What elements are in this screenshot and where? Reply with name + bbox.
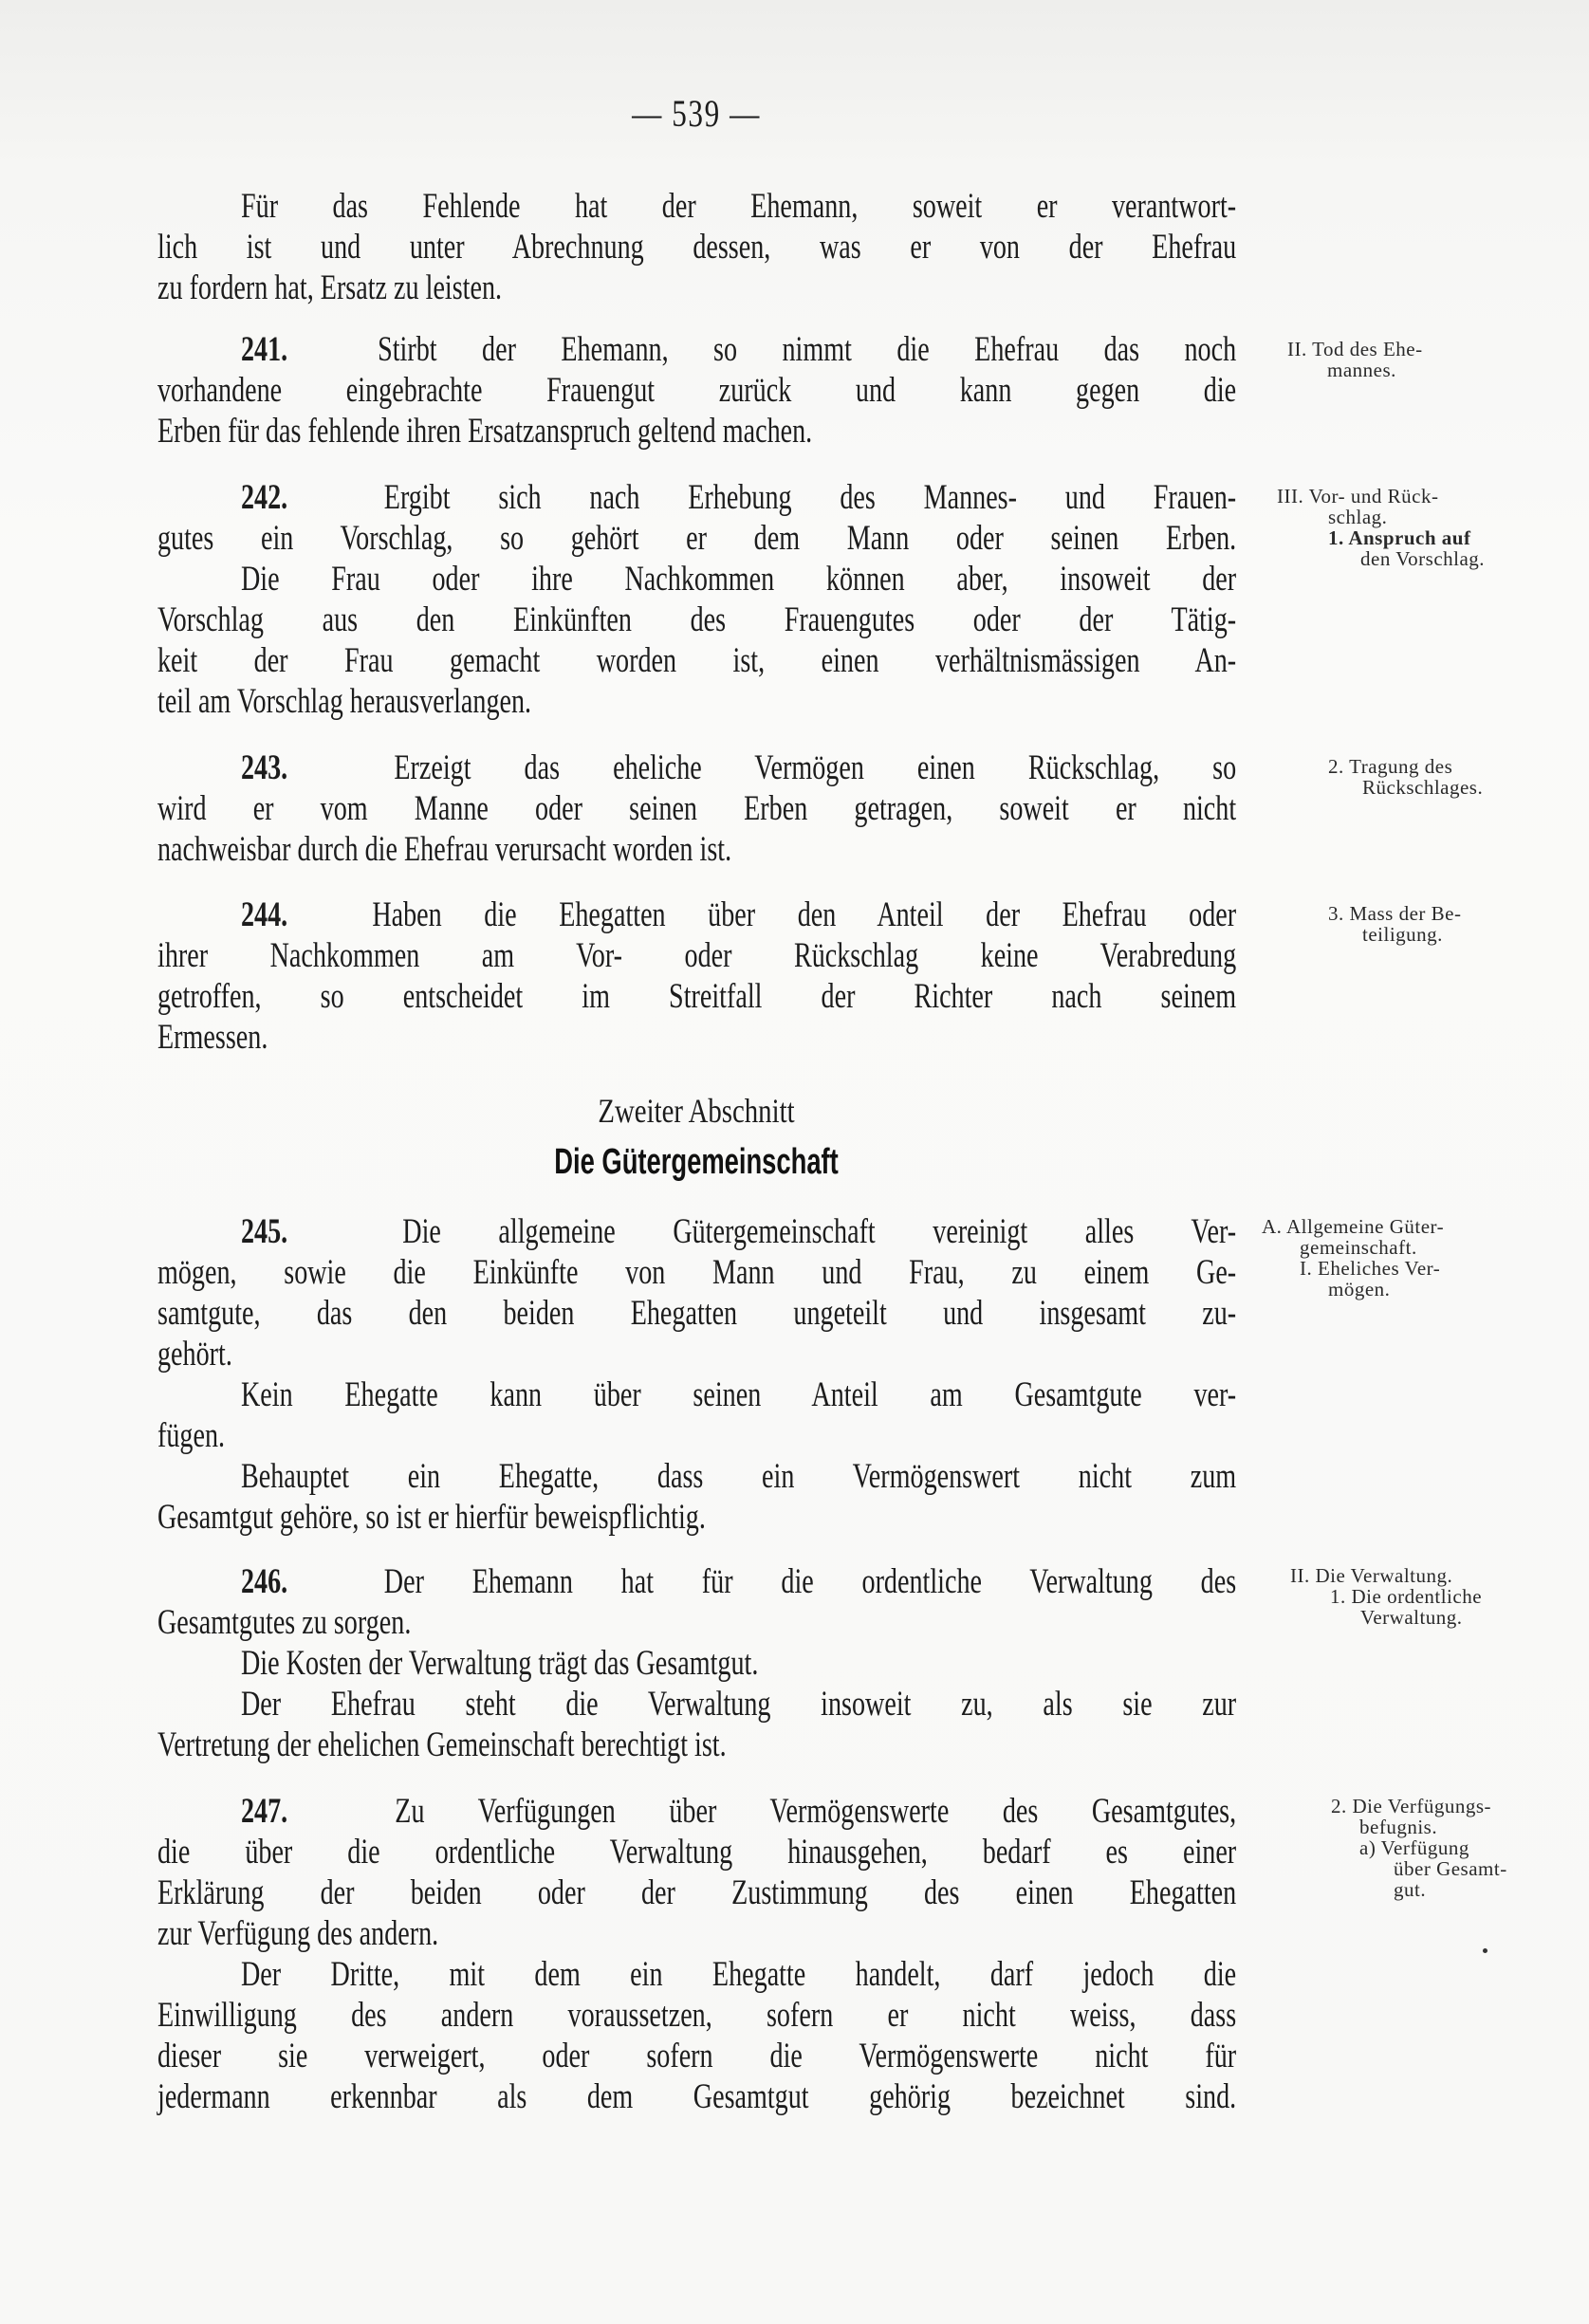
paragraph-number: 245. (241, 1212, 288, 1251)
paragraph-246-first-line: 246. Der Ehemann hat für die ordentliche Verwaltung des (241, 1562, 1237, 1601)
margin-note-243: 2. Tragung des Rückschlages. (1328, 755, 1484, 799)
margin-note-242: III. Vor- und Rück- schlag. 1. Anspruch auf den Vorschlag. (1277, 485, 1486, 570)
ink-speck (1483, 1948, 1487, 1953)
body-line: Kein Ehegatte kann über seinen Anteil am Gesamtgute ver- (241, 1375, 1237, 1414)
margin-note-245: A. Allgemeine Güter- gemeinschaft. I. Eheliches Ver- mögen. (1262, 1215, 1445, 1300)
margin-note-247: 2. Die Verfügungs- befugnis. a) Verfügung über Gesamt- gut. (1331, 1795, 1507, 1901)
paragraph-244-first-line: 244. Haben die Ehegatten über den Anteil der Ehefrau oder (241, 895, 1237, 934)
body-line: ihrer Nachkommen am Vor- oder Rückschlag keine Verabredung (157, 936, 1237, 975)
margin-note-246: II. Die Verwaltung. 1. Die ordentliche Verwaltung. (1290, 1564, 1483, 1629)
body-line: Ermessen. (157, 1018, 268, 1057)
section-subtitle: Zweiter Abschnitt (598, 1092, 795, 1130)
body-line: Erklärung der beiden oder der Zustimmung des einen Ehegatten (157, 1873, 1237, 1912)
paragraph-number: 244. (241, 895, 288, 934)
body-line: mögen, sowie die Einkünfte von Mann und Frau, zu einem Ge- (157, 1253, 1237, 1292)
paragraph-241-first-line: 241. Stirbt der Ehemann, so nimmt die Ehefrau das noch (241, 330, 1237, 369)
paragraph-247-first-line: 247. Zu Verfügungen über Vermögenswerte des Gesamtgutes, (241, 1792, 1237, 1831)
body-line: Die Frau oder ihre Nachkommen können aber, insoweit der (241, 560, 1237, 599)
body-line: Gesamtgut gehöre, so ist er hierfür beweispflichtig. (157, 1498, 706, 1537)
paragraph-245-first-line: 245. Die allgemeine Gütergemeinschaft vereinigt alles Ver- (241, 1212, 1237, 1251)
margin-note-244: 3. Mass der Be- teiligung. (1328, 902, 1462, 946)
body-line: lich ist und unter Abrechnung dessen, was er von der Ehefrau (157, 228, 1237, 267)
body-line: zur Verfügung des andern. (157, 1914, 439, 1953)
body-line: vorhandene eingebrachte Frauengut zurück und kann gegen die (157, 371, 1237, 410)
body-line: Vorschlag aus den Einkünften des Frauengutes oder der Tätig- (157, 600, 1237, 639)
body-line: Gesamtgutes zu sorgen. (157, 1603, 412, 1642)
body-line: fügen. (157, 1416, 226, 1455)
body-line: Der Ehefrau steht die Verwaltung insoweit zu, als sie zur (241, 1685, 1237, 1724)
page-number: — 539 — (632, 92, 761, 135)
body-line: dieser sie verweigert, oder sofern die Vermögenswerte nicht für (157, 2037, 1237, 2075)
body-line: gehört. (157, 1335, 232, 1374)
body-line: zu fordern hat, Ersatz zu leisten. (157, 268, 503, 307)
body-line: Einwilligung des andern voraussetzen, sofern er nicht weiss, dass (157, 1996, 1237, 2035)
paragraph-number: 242. (241, 478, 288, 517)
body-line: Behauptet ein Ehegatte, dass ein Vermögenswert nicht zum (241, 1457, 1237, 1496)
body-line: keit der Frau gemacht worden ist, einen verhältnismässigen An- (157, 641, 1237, 680)
paragraph-number: 247. (241, 1792, 288, 1831)
body-line: gutes ein Vorschlag, so gehört er dem Mann oder seinen Erben. (157, 519, 1237, 558)
body-line: nachweisbar durch die Ehefrau verursacht worden ist. (157, 830, 732, 869)
section-title: Die Gütergemeinschaft (554, 1142, 839, 1182)
margin-note-241: II. Tod des Ehe- mannes. (1287, 338, 1423, 381)
body-line: getroffen, so entscheidet im Streitfall der Richter nach seinem (157, 977, 1237, 1016)
body-line: Erben für das fehlende ihren Ersatzanspruch geltend machen. (157, 412, 813, 451)
body-line: teil am Vorschlag herausverlangen. (157, 682, 532, 721)
body-line: Der Dritte, mit dem ein Ehegatte handelt, darf jedoch die (241, 1955, 1237, 1994)
paragraph-number: 241. (241, 330, 288, 369)
body-line: die über die ordentliche Verwaltung hinausgehen, bedarf es einer (157, 1833, 1237, 1872)
body-line: Vertretung der ehelichen Gemeinschaft berechtigt ist. (157, 1725, 727, 1764)
body-line: Die Kosten der Verwaltung trägt das Gesamtgut. (241, 1644, 759, 1683)
paragraph-number: 243. (241, 748, 288, 787)
body-line: Für das Fehlende hat der Ehemann, soweit er verantwort- (241, 187, 1237, 226)
paragraph-242-first-line: 242. Ergibt sich nach Erhebung des Mannes- und Frauen- (241, 478, 1237, 517)
body-line: samtgute, das den beiden Ehegatten ungeteilt und insgesamt zu- (157, 1294, 1237, 1333)
paragraph-243-first-line: 243. Erzeigt das eheliche Vermögen einen Rückschlag, so (241, 748, 1237, 787)
body-line: wird er vom Manne oder seinen Erben getragen, soweit er nicht (157, 789, 1237, 828)
body-line: jedermann erkennbar als dem Gesamtgut gehörig bezeichnet sind. (157, 2077, 1237, 2116)
paragraph-number: 246. (241, 1562, 288, 1601)
